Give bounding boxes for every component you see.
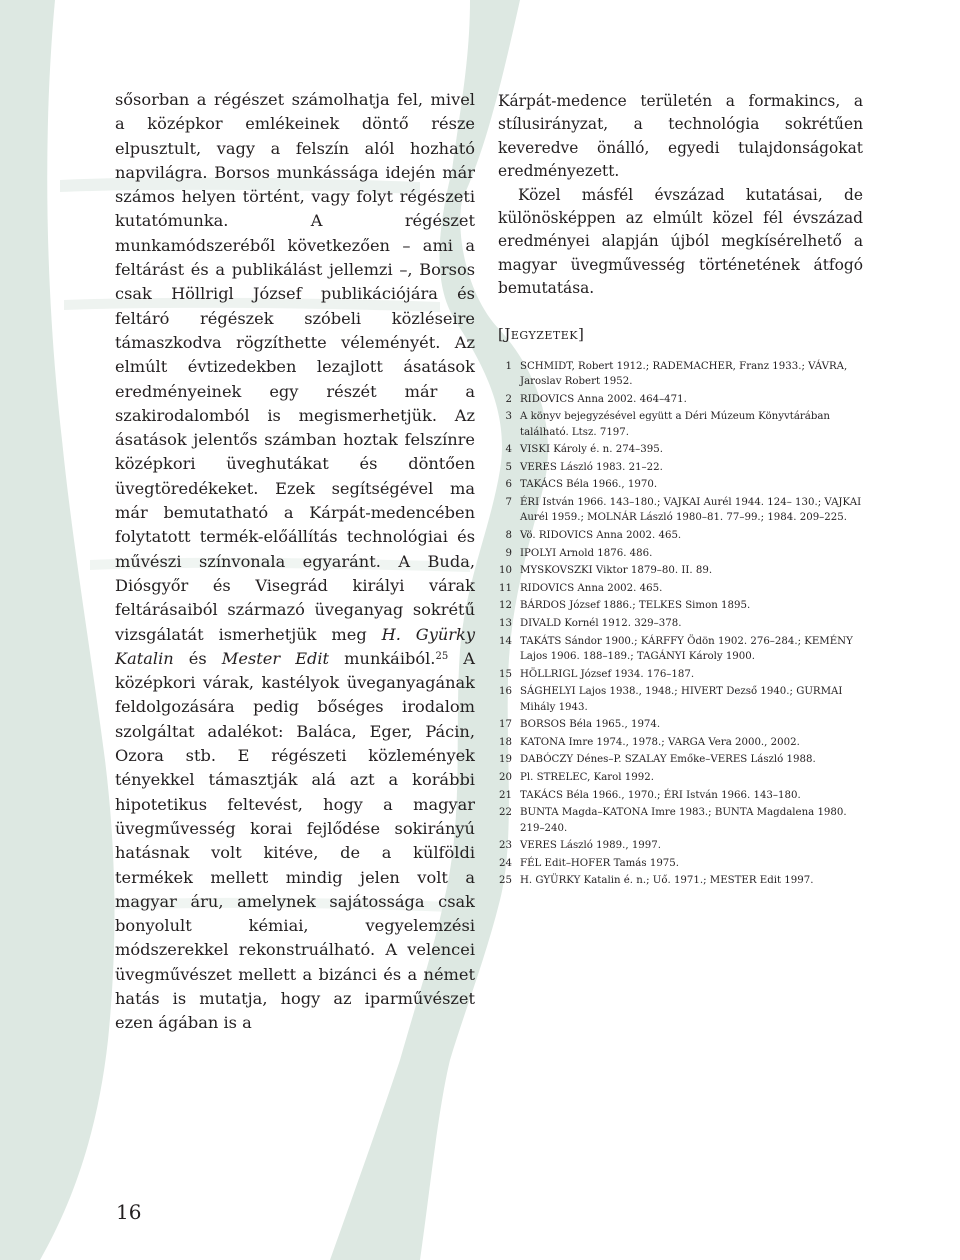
note-text: VERES László 1983. 21–22. [520,461,663,473]
note-number: 7 [505,497,512,509]
right-paragraph-1: Kárpát-medence területén a formakincs, a stílusirányzat, a technológia sokrétűen keveredve önálló, egyedi tulajdonságokat eredményezett. [498,92,863,181]
note-number: 10 [499,565,512,577]
note-number: 22 [499,807,512,819]
note-text: SCHMIDT, Robert 1912.; RADEMACHER, Franz 1933.; VÁVRA, Jaroslav Robert 1952. [520,360,848,388]
note-number: 25 [499,875,512,887]
note-item [498,856,863,871]
note-item [498,634,863,665]
note-number: 13 [499,618,512,629]
note-text: RIDOVICS Anna 2002. 465. [520,582,663,594]
author-name-mester: Mester Edit [221,648,330,668]
main-text-column [115,88,475,1036]
note-item [498,563,863,578]
note-number: 23 [499,840,512,852]
note-number: 24 [499,857,512,869]
note-text: RIDOVICS Anna 2002. 464–471. [520,393,687,405]
note-item [498,735,863,750]
author-name-gyurky: H. Gyürky Katalin [115,624,475,668]
main-text-part-1: sősorban a régészet számolhatja fel, mivel a középkor emlékeinek döntő része elpusztult, vagy a felszín alól hozható napvilágra. Borsos munkássága idején már számos helyen történt, vagy folyt régészeti kutatómunka. A régészet munkamódszeréből következően – ami a feltárást és a publikálást jellemzi –, Borsos csak Höllrigl József publikációjára és feltáró régészek szóbeli közléseire támaszkodva rögzíthette véleményét. Az elmúlt évtizedekben lezajlott ásatások eredményeinek egy részét már a szakirodalomból is megismerhetjük. Az ásatások jelentős számban hoztak felszínre középkori üveghutákat és döntően üvegtöredékeket. Ezek segítségével ma már bemutatható a Kárpát-medencében folytatott termék-előállítás technológiai és művészi színvonala egyaránt. A Buda, Diósgyőr és Visegrád királyi várak feltárásaiból származó üveganyag sokrétű vizsgálatát ismerhetjük meg [115,90,475,644]
note-text: DIVALD Kornél 1912. 329–378. [520,618,682,629]
note-number: 16 [499,686,512,698]
right-paragraph-2: Közel másfél évszázad kutatásai, de különösképpen az elmúlt közel fél évszázad eredményei alapján újból megkísérelhető a magyar üvegművesség történetének átfogó bemutatása. [498,185,863,298]
note-number: 3 [505,411,512,423]
main-text-part-3: A középkori várak, kastélyok üveganyagának feldolgozására pedig bőséges irodalom szolgáltat adalékot: Baláca, Eger, Pácin, Ozora stb. E régészeti közlemények tényekkel támasztják alá azt a korábbi hipotetikus feltevést, hogy a magyar üvegművesség korai fejlődése sokirányú hatásnak volt kitéve, de a külföldi termékek mellett mindig jelen volt a magyar áru, amelynek sajátossága csak bonyolult kémiai, vegyelemzési módszerekkel rekonstruálható. A velencei üvegművészet mellett a bizánci és a német hatás is mutatja, hogy az iparművészet ezen ágában is a [115,648,475,1033]
note-text: IPOLYI Arnold 1876. 486. [520,547,653,559]
note-text: BUNTA Magda–KATONA Imre 1983.; BUNTA Magdalena 1980. 219–240. [520,807,847,834]
note-number: 9 [505,547,512,559]
note-item [498,717,863,732]
note-text: BÁRDOS József 1886.; TELKES Simon 1895. [520,600,751,612]
note-item [498,598,863,613]
note-text: TAKÁCS Béla 1966., 1970.; ÉRI István 1966. 143–180. [520,789,801,801]
note-text: VERES László 1989., 1997. [520,840,661,852]
note-text: SÁGHELYI Lajos 1938., 1948.; HIVERT Dezső 1940.; GURMAI Mihály 1943. [520,686,843,713]
notes-list [498,359,863,889]
note-text: MYSKOVSZKI Viktor 1879–80. II. 89. [520,565,713,577]
note-number: 2 [505,393,512,405]
note-number: 21 [499,789,512,801]
note-number: 18 [499,736,512,748]
note-item [498,442,863,457]
note-item [498,616,863,631]
note-text: A könyv bejegyzésével együtt a Déri Múzeum Könyvtárában található. Ltsz. 7197. [520,411,830,438]
note-number: 17 [499,719,512,731]
note-text: TAKÁCS Béla 1966., 1970. [520,479,658,491]
main-text-part-2: munkáiból. [329,648,436,668]
footnote-reference: 25 [435,650,449,662]
notes-heading: [Jegyzetek] [498,324,585,343]
main-text-paragraph [115,88,475,1036]
note-item [498,667,863,682]
note-text: BORSOS Béla 1965., 1974. [520,719,661,731]
note-number: 14 [499,635,512,647]
note-number: 11 [499,582,512,594]
note-item [498,359,863,390]
note-number: 15 [499,668,512,680]
note-text: FÉL Edit–HOFER Tamás 1975. [520,857,680,869]
note-number: 8 [505,530,512,542]
note-text: HÖLLRIGL József 1934. 176–187. [520,668,695,680]
right-text-column [498,90,863,891]
note-item [498,873,863,888]
note-number: 19 [499,754,512,766]
note-text: H. GYÜRKY Katalin é. n.; Uő. 1971.; MESTER Edit 1997. [520,875,814,887]
note-item [498,838,863,853]
note-item [498,788,863,803]
note-item [498,528,863,543]
note-text: DABÓCZY Dénes–P. SZALAY Emőke–VERES László 1988. [520,754,816,766]
note-number: 20 [499,771,512,783]
note-text: TAKÁTS Sándor 1900.; KÁRFFY Ödön 1902. 276–284.; KEMÉNY Lajos 1906. 188–189.; TAGÁNYI Károly 1900. [520,635,853,662]
note-item [498,805,863,836]
note-text: KATONA Imre 1974., 1978.; VARGA Vera 2000., 2002. [520,736,800,748]
page-number: 16 [116,1200,142,1224]
note-item [498,684,863,715]
note-item [498,770,863,785]
note-item [498,392,863,407]
note-item [498,752,863,767]
note-item [498,581,863,596]
note-item [498,546,863,561]
note-text: VISKI Károly é. n. 274–395. [520,444,663,456]
conjunction: és [173,648,222,668]
note-number: 6 [505,479,512,491]
note-item [498,477,863,492]
note-number: 12 [499,600,512,612]
note-number: 1 [505,360,512,372]
note-text: ÉRI István 1966. 143–180.; VAJKAI Aurél 1944. 124– 130.; VAJKAI Aurél 1959.; MOLNÁR László 1980–81. 77–99.; 1984. 209–225. [520,497,862,524]
note-number: 4 [505,444,512,456]
note-text: Pl. STRELEC, Karol 1992. [520,771,654,783]
note-item [498,460,863,475]
note-item [498,409,863,440]
note-number: 5 [505,461,512,473]
note-text: Vö. RIDOVICS Anna 2002. 465. [520,530,682,542]
note-item [498,495,863,526]
